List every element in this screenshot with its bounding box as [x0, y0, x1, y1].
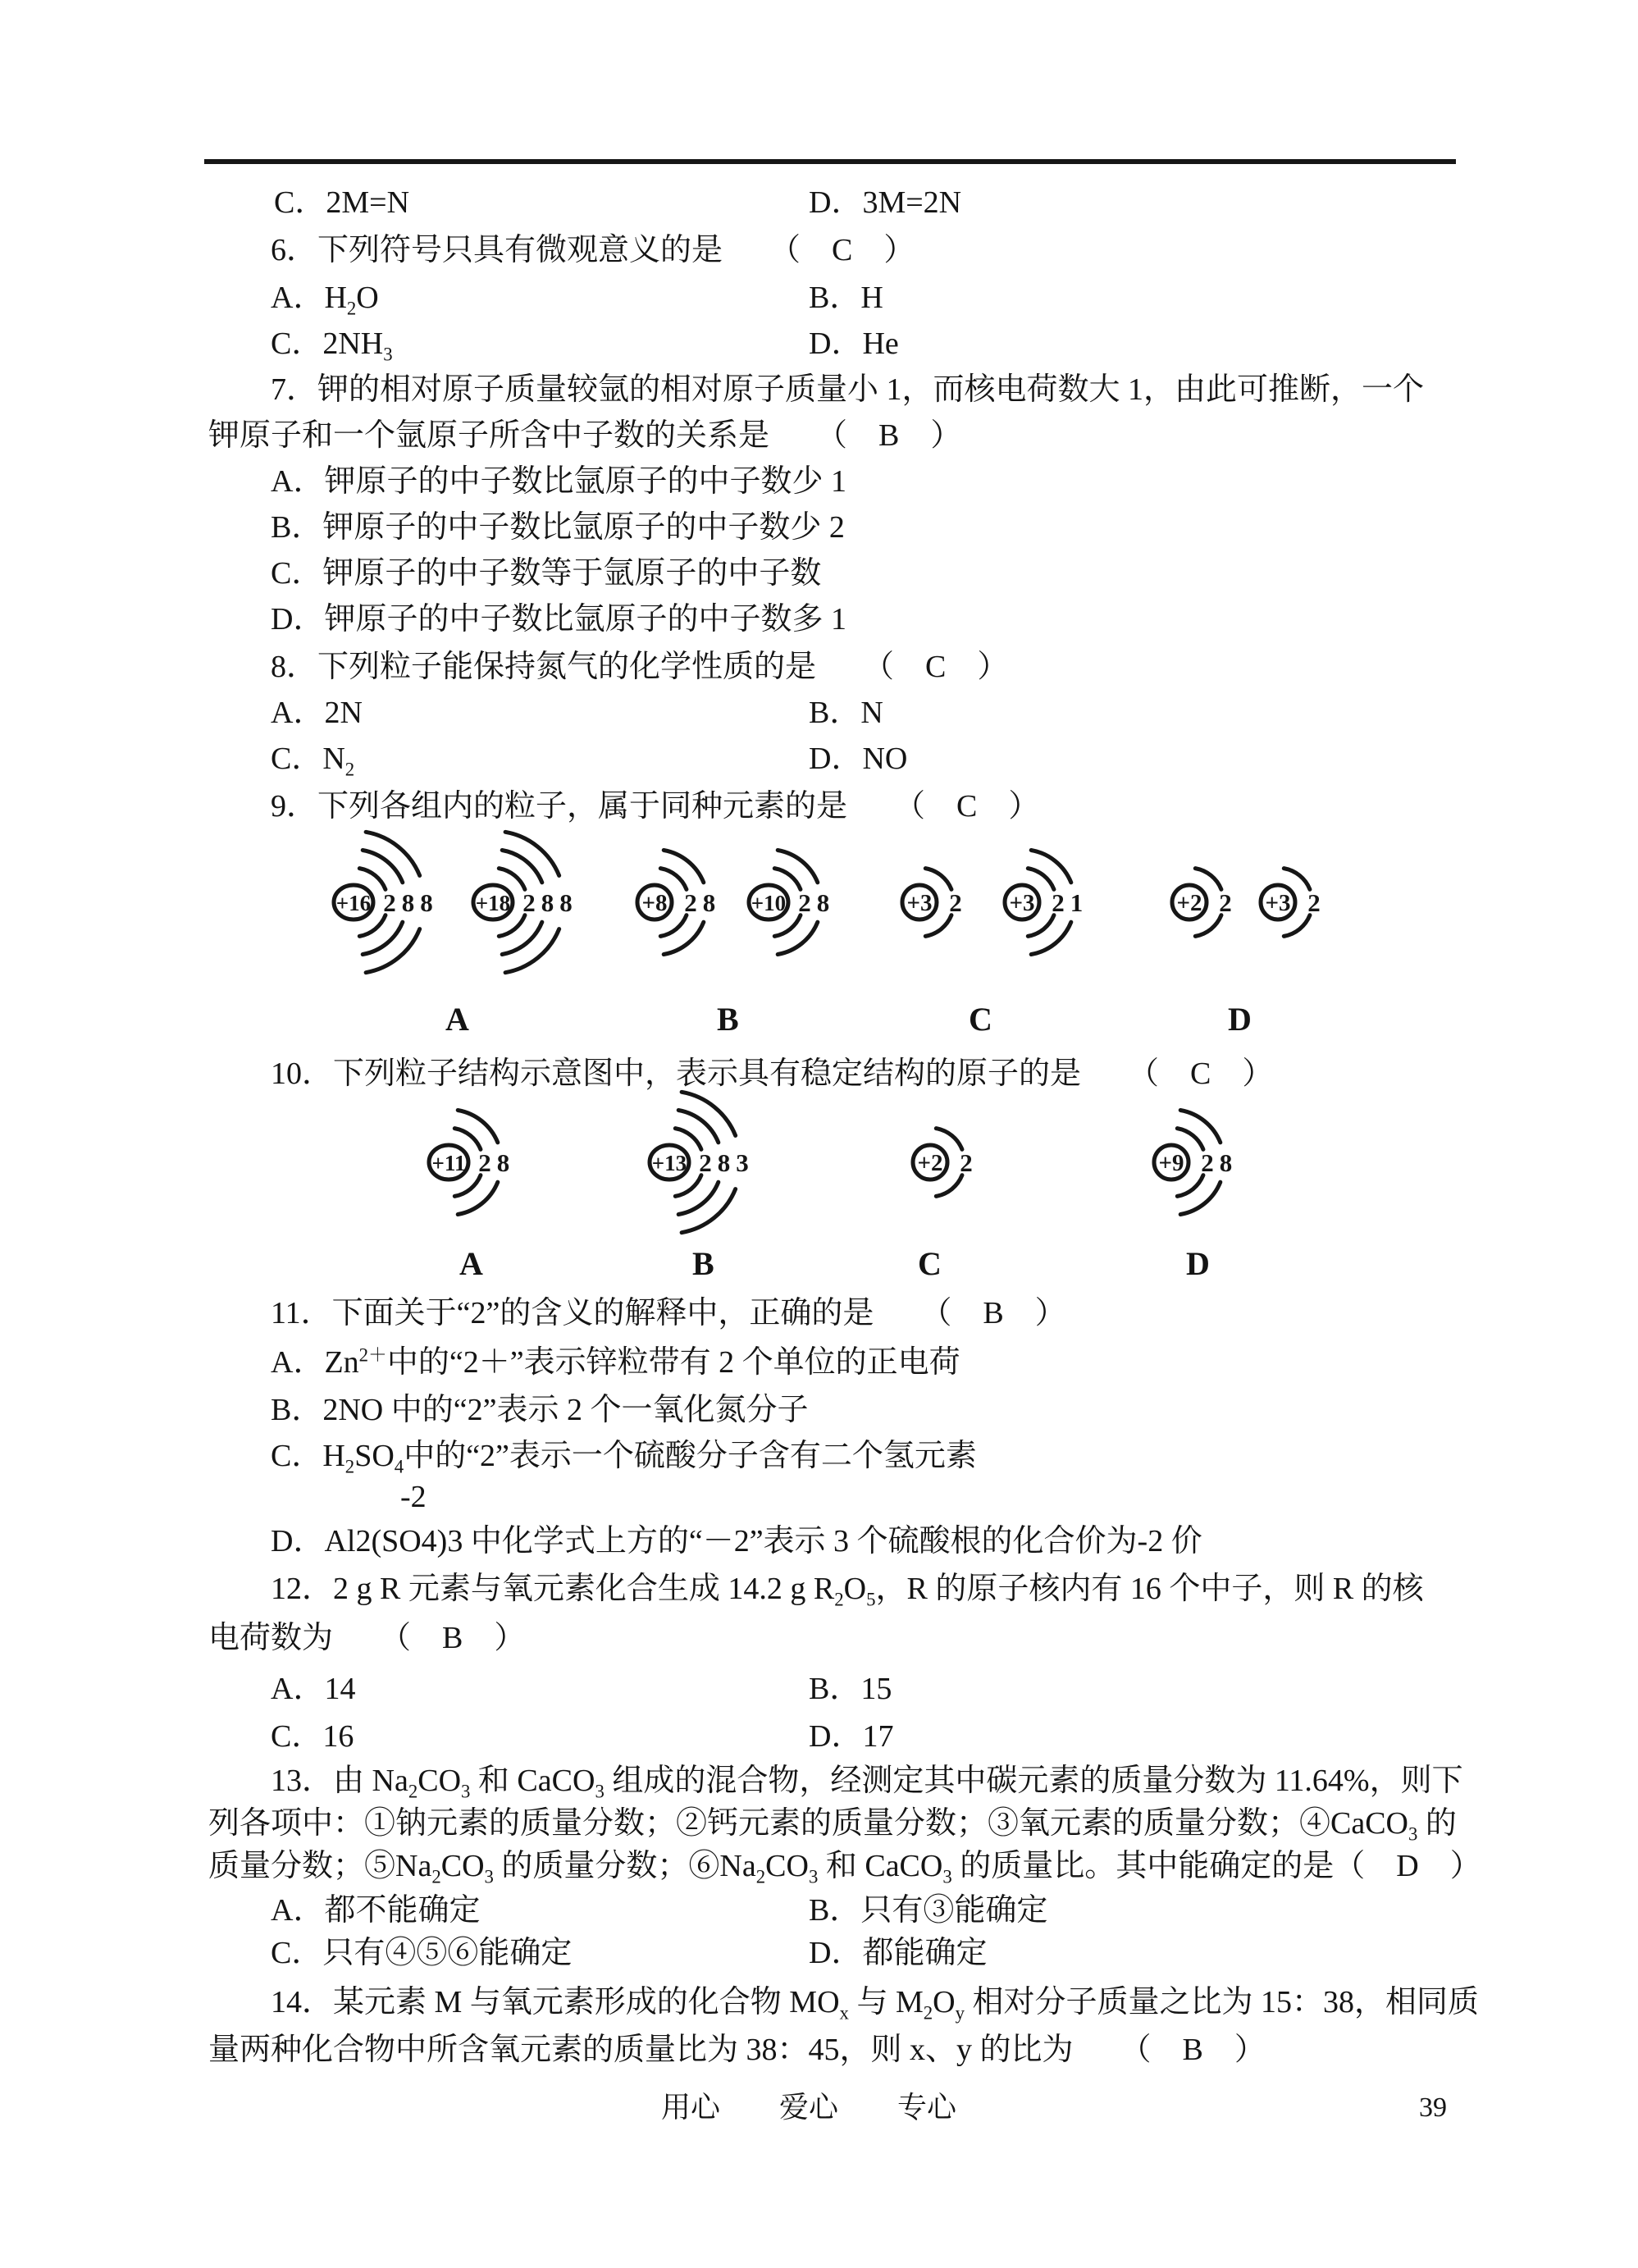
question-8-option-d: D．NO: [809, 742, 908, 776]
svg-text:8: 8: [496, 1148, 510, 1177]
question-12-option-c: C．16: [271, 1719, 354, 1754]
svg-text:2: 2: [949, 888, 962, 917]
svg-text:+10: +10: [751, 891, 787, 915]
svg-text:2: 2: [478, 1148, 491, 1177]
question-6-option-a: A．$H_2O$: [271, 281, 379, 319]
svg-text:8: 8: [717, 1148, 731, 1177]
diagram-row1-label-c: C: [969, 1001, 992, 1038]
question-14-stem-line1: 14．某元素 M 与氧元素形成的化合物 $MO_x$ 与 $M_2O_y$ 相对分子质量之比为 15：38，相同质: [271, 1985, 1480, 2024]
question-7-stem-line2: 钾原子和一个氩原子所含中子数的关系是 （ B ）: [208, 418, 962, 453]
question-7-option-d: D．钾原子的中子数比氩原子的中子数多 1: [271, 602, 846, 637]
svg-text:+18: +18: [475, 891, 511, 915]
svg-text:2: 2: [383, 888, 396, 917]
question-11-stem: 11．下面关于“2”的含义的解释中，正确的是 （ B ）: [271, 1296, 1066, 1330]
question-6-option-c: C．$2NH_3$: [271, 326, 393, 365]
diagram-row2-label-d: D: [1186, 1245, 1210, 1282]
svg-text:2: 2: [960, 1148, 973, 1177]
question-7-stem-line1: 7．钾的相对原子质量较氩的相对原子质量小 1，而核电荷数大 1，由此可推断，一个: [271, 372, 1425, 407]
svg-text:+3: +3: [1265, 890, 1291, 916]
diagram-row2-label-b: B: [692, 1245, 714, 1282]
question-7-option-a: A．钾原子的中子数比氩原子的中子数少 1: [271, 464, 846, 499]
question-6-option-d: D．He: [809, 326, 899, 361]
atomic-structure-diagrams-q9: [0, 804, 1638, 1050]
question-12-stem-line2: 电荷数为 （ B ）: [208, 1621, 526, 1655]
svg-text:2: 2: [1219, 888, 1232, 917]
diagram-row2-label-c: C: [918, 1245, 942, 1282]
question-8-option-a: A．2N: [271, 696, 363, 730]
diagram-row1-label-a: A: [445, 1001, 469, 1038]
question-11-option-c: C．$H_2SO_4$中的“2”表示一个硫酸分子含有二个氢元素: [271, 1439, 977, 1477]
question-13-stem-line3: 质量分数；$⑤Na_2CO_3$ 的质量分数；$⑥Na_2CO_3$ 和 CaCO$_3$ 的质量比。其中能确定的是（ D ）: [208, 1849, 1481, 1887]
diagram-row1-label-d: D: [1228, 1001, 1252, 1038]
svg-text:+11: +11: [431, 1151, 466, 1175]
svg-text:8: 8: [702, 888, 716, 917]
svg-text:3: 3: [736, 1148, 749, 1177]
question-13-option-a: A．都不能确定: [271, 1893, 481, 1928]
question-12-stem-line1: 12．2 g R 元素与氧元素化合生成 14.2 g $R_2O_5$，R 的原子核内有 16 个中子，则 R 的核: [271, 1572, 1424, 1610]
question-5-option-d: D．3M=2N: [809, 185, 962, 220]
svg-text:+3: +3: [1009, 890, 1035, 916]
svg-text:2: 2: [1052, 888, 1065, 917]
question-7-option-c: C．钾原子的中子数等于氩原子的中子数: [271, 556, 822, 591]
question-11-option-b: B．2NO 中的“2”表示 2 个一氧化氮分子: [271, 1393, 809, 1427]
svg-text:+13: +13: [651, 1151, 687, 1175]
svg-text:2: 2: [1307, 888, 1321, 917]
question-13-stem-line2: 列各项中：①钠元素的质量分数；②钙元素的质量分数；③氧元素的质量分数；④CaCO$_3$ 的: [208, 1806, 1457, 1845]
question-13-option-c: C．只有④⑤⑥能确定: [271, 1936, 573, 1970]
question-13-stem-line1: 13．由 $Na_2CO_3$ 和 CaCO$_3$ 组成的混合物，经测定其中碳元素的质量分数为 11.64%，则下: [271, 1764, 1463, 1802]
svg-text:2: 2: [522, 888, 536, 917]
question-10-stem: 10．下列粒子结构示意图中，表示具有稳定结构的原子的是 （ C ）: [271, 1056, 1274, 1091]
question-7-option-b: B．钾原子的中子数比氩原子的中子数少 2: [271, 510, 845, 545]
question-11-option-a: A．$Zn^{2+}$中的“2＋”表示锌粒带有 2 个单位的正电荷: [271, 1344, 960, 1380]
svg-text:8: 8: [401, 888, 415, 917]
question-8-stem: 8．下列粒子能保持氮气的化学性质的是 （ C ）: [271, 650, 1009, 684]
svg-text:+16: +16: [335, 891, 372, 915]
question-6-option-b: B．H: [809, 281, 883, 315]
svg-text:+2: +2: [1176, 890, 1202, 916]
svg-text:8: 8: [816, 888, 830, 917]
question-13-option-d: D．都能确定: [809, 1936, 988, 1970]
header-rule: [204, 159, 1456, 164]
question-6-stem: 6．下列符号只具有微观意义的是 （ C ）: [271, 233, 915, 267]
diagram-row2-label-a: A: [459, 1245, 483, 1282]
question-5-option-c: C．2M=N: [274, 185, 410, 220]
question-8-option-c: C．$N_2$: [271, 742, 355, 780]
svg-text:8: 8: [420, 888, 433, 917]
svg-text:+9: +9: [1158, 1150, 1184, 1176]
question-13-option-b: B．只有③能确定: [809, 1893, 1048, 1928]
question-12-option-a: A．14: [271, 1672, 356, 1706]
atomic-structure-diagrams-q10: [0, 1066, 1638, 1312]
svg-text:2: 2: [684, 888, 697, 917]
svg-text:1: 1: [1070, 888, 1084, 917]
svg-text:+3: +3: [906, 890, 933, 916]
svg-text:+8: +8: [641, 890, 668, 916]
diagram-row1-label-b: B: [717, 1001, 739, 1038]
svg-text:2: 2: [699, 1148, 712, 1177]
question-8-option-b: B．N: [809, 696, 883, 730]
page-number: 39: [1419, 2092, 1447, 2123]
question-12-option-d: D．17: [809, 1719, 894, 1754]
question-9-stem: 9．下列各组内的粒子，属于同种元素的是 （ C ）: [271, 789, 1040, 824]
footer-motto: 用心 爱心 专心: [661, 2091, 957, 2124]
question-12-option-b: B．15: [809, 1672, 892, 1706]
svg-text:8: 8: [541, 888, 554, 917]
question-11-valence-mark: -2: [400, 1480, 427, 1514]
svg-text:2: 2: [798, 888, 811, 917]
svg-text:2: 2: [1201, 1148, 1214, 1177]
question-11-option-d: D．Al2(SO4)3 中化学式上方的“－2”表示 3 个硫酸根的化合价为-2 价: [271, 1524, 1202, 1558]
svg-text:8: 8: [1219, 1148, 1233, 1177]
question-14-stem-line2: 量两种化合物中所含氧元素的质量比为 38：45，则 x、y 的比为 （ B ）: [208, 2033, 1266, 2067]
svg-text:+2: +2: [917, 1150, 943, 1176]
svg-text:8: 8: [559, 888, 573, 917]
